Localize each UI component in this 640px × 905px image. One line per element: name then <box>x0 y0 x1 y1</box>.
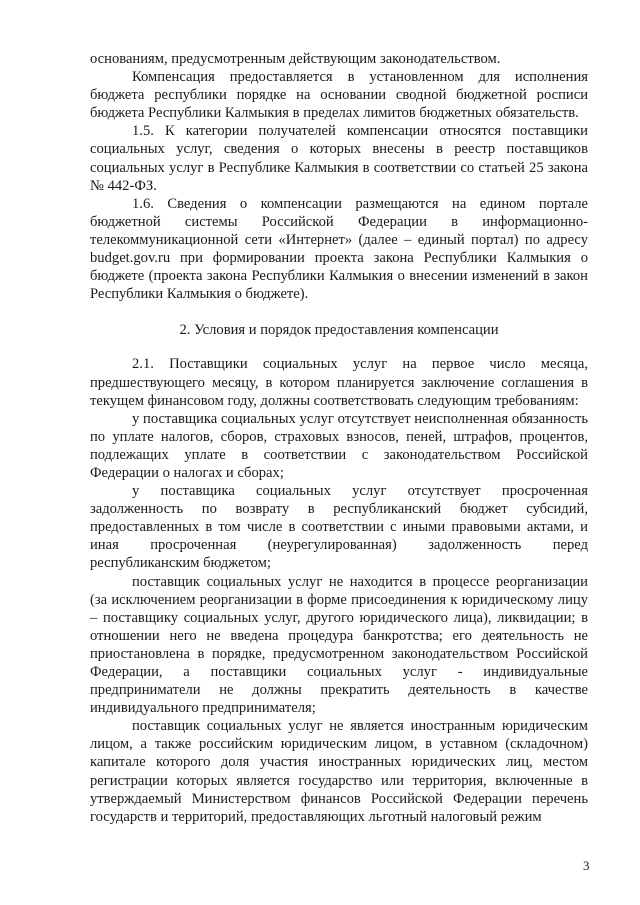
requirement-no-tax-debt: у поставщика социальных услуг отсутствует неисполненная обязанность по уплате налогов, сборов, страховых взносов, пеней, штрафов, процентов, подлежащих уплате в соответствии с законодательством Российской Федерации о налогах и сборах; <box>90 410 588 481</box>
page-number: 3 <box>583 858 590 873</box>
requirement-no-reorganization: поставщик социальных услуг не находится в процессе реорганизации (за исключением реорганизации в форме присоединения к юридическому лицу – поставщику социальных услуг, другого юридического лица), ликвидации; в отношении него не введена процедура банкротства; его деятельность не приостановлена в порядке, предусмотренном законодательством Российской Федерации, а поставщики социальных услуг - индивидуальные предприниматели не должны прекратить деятельность в качестве индивидуального предпринимателя; <box>90 573 588 717</box>
requirement-not-foreign: поставщик социальных услуг не является иностранным юридическим лицом, а также российским юридическим лицом, в уставном (складочном) капитале которого доля участия иностранных юридических лиц, местом регистрации которых является государство или территория, включенные в утверждаемый Министерством финансов Российской Федерации перечень государств и территорий, предоставляющих льготный налоговый режим <box>90 718 588 825</box>
requirement-no-overdue-debt: у поставщика социальных услуг отсутствует просроченная задолженность по возврату в республиканский бюджет субсидий, предоставленных в том числе в соответствии с иными правовыми актами, и иная просроченная (неурегулированная) задолженность перед республиканским бюджетом; <box>90 483 588 572</box>
section-heading: 2. Условия и порядок предоставления компенсации <box>179 322 499 339</box>
paragraph-1-6: 1.6. Сведения о компенсации размещаются на едином портале бюджетной системы Российской Федерации в информационно-телекоммуникационной сети «Интернет» (далее – единый портал) по адресу budget.gov.ru при формировании проекта закона Республики Калмыкия о бюджете (проекта закона Республики Калмыкия о внесении изменений в закон Республики Калмыкия о бюджете). <box>90 195 588 303</box>
paragraph-2-1: 2.1. Поставщики социальных услуг на первое число месяца, предшествующего месяцу, в котором планируется заключение соглашения в текущем финансовом году, должны соответствовать следующим требованиям: <box>90 356 588 409</box>
paragraph-continuation: основаниям, предусмотренным действующим законодательством. <box>90 51 501 67</box>
document-body <box>90 50 588 826</box>
paragraph-1-5: 1.5. К категории получателей компенсации относятся поставщики социальных услуг, сведения о которых внесены в реестр поставщиков социальных услуг в Республике Калмыкия в соответствии со статьей 25 закона № 442-ФЗ. <box>90 123 588 194</box>
paragraph-compensation-budget: Компенсация предоставляется в установленном для исполнения бюджета республики порядке на основании сводной бюджетной росписи бюджета Республики Калмыкия в пределах лимитов бюджетных обязательств. <box>90 69 588 122</box>
